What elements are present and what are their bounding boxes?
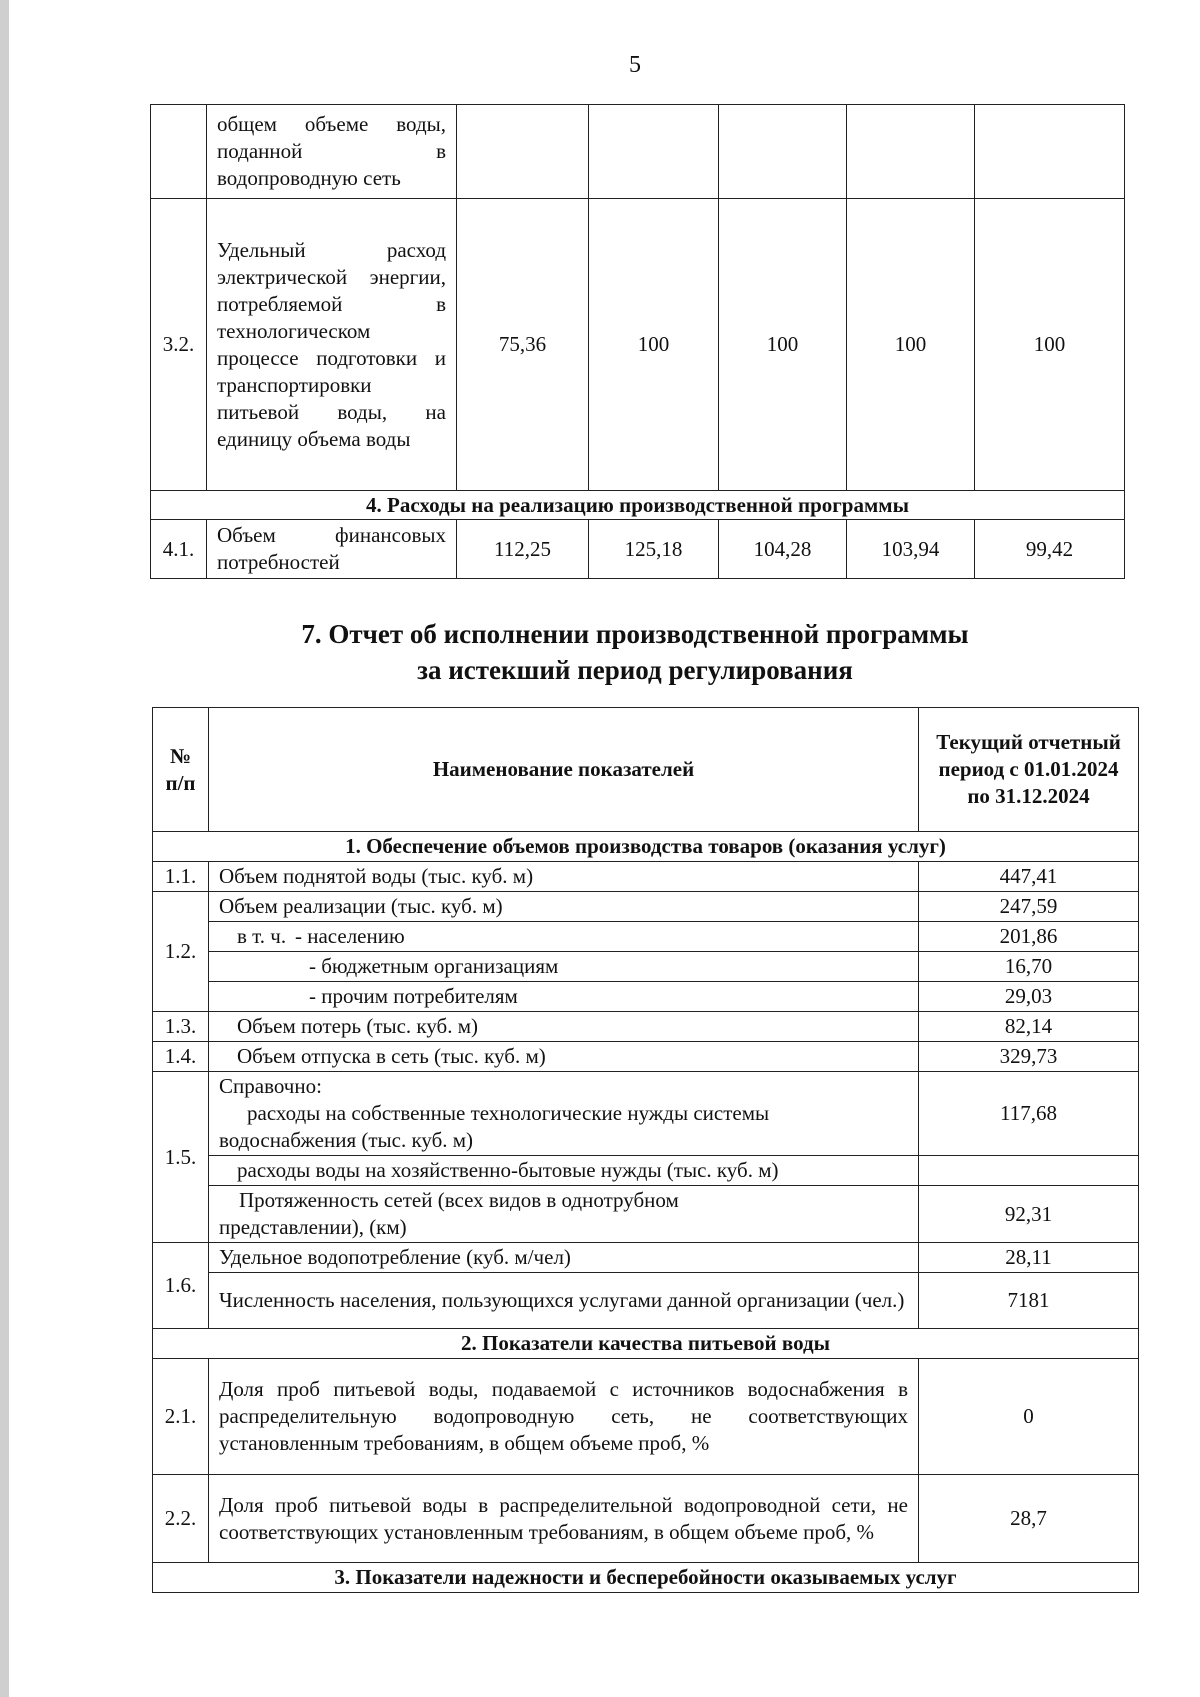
section-row: [153, 1329, 1139, 1359]
value-cell: [919, 1156, 1139, 1186]
value-cell: 100: [975, 199, 1125, 491]
program-report-table: [152, 707, 1139, 1593]
scan-left-edge: [0, 0, 9, 1697]
row-number: 1.2.: [153, 892, 209, 1012]
indicator-subitem: - бюджетным организациям: [209, 952, 919, 982]
value-cell: 125,18: [589, 520, 719, 579]
row-number: 2.2.: [153, 1475, 209, 1563]
value-cell: 247,59: [919, 892, 1139, 922]
table-row: [153, 1156, 1139, 1186]
table-row: [153, 982, 1139, 1012]
table-row: [153, 952, 1139, 982]
table-row: [153, 1042, 1139, 1072]
value-cell: 117,68: [919, 1072, 1139, 1156]
header-name: Наименование показателей: [209, 708, 919, 832]
indicator-text: Протяженность сетей (всех видов в однотрубном: [239, 1188, 679, 1212]
table-row: [153, 1012, 1139, 1042]
value-cell: 16,70: [919, 952, 1139, 982]
row-number: 1.5.: [153, 1072, 209, 1243]
indicator-name: Удельный расход электрической энергии, потребляемой в технологическом процессе подготовки и транспортировки питьевой воды, на единицу объема воды: [207, 199, 457, 491]
indicator-subitem: [209, 922, 919, 952]
indicator-name: Объем поднятой воды (тыс. куб. м): [209, 862, 919, 892]
indicator-text-cont: представлении), (км): [219, 1215, 407, 1239]
indicator-text: расходы на собственные технологические нужды системы: [247, 1101, 770, 1125]
value-cell: 92,31: [919, 1186, 1139, 1243]
section-row: [153, 1563, 1139, 1593]
row-number: 2.1.: [153, 1359, 209, 1475]
row-number: 3.2.: [151, 199, 207, 491]
indicator-name: [209, 1072, 919, 1156]
indicator-name: Доля проб питьевой воды в распределительной водопроводной сети, не соответствующих установленным требованиям, в общем объеме проб, %: [209, 1475, 919, 1563]
value-cell: 99,42: [975, 520, 1125, 579]
header-row: [153, 708, 1139, 832]
table-row: [151, 520, 1125, 579]
section-title-line2: за истекший период регулирования: [417, 655, 853, 685]
value-cell: 29,03: [919, 982, 1139, 1012]
value-cell: [719, 105, 847, 199]
including-label: в т. ч.: [237, 924, 287, 948]
section-heading: 1. Обеспечение объемов производства товаров (оказания услуг): [153, 832, 1139, 862]
indicator-name: Объем реализации (тыс. куб. м): [209, 892, 919, 922]
table-row: [153, 1475, 1139, 1563]
value-cell: [975, 105, 1125, 199]
table-row: [153, 892, 1139, 922]
value-cell: 100: [847, 199, 975, 491]
indicator-name: Объем финансовых потребностей: [207, 520, 457, 579]
value-cell: 447,41: [919, 862, 1139, 892]
value-cell: 329,73: [919, 1042, 1139, 1072]
section-heading: 4. Расходы на реализацию производственной программы: [151, 491, 1125, 520]
row-number: 4.1.: [151, 520, 207, 579]
table-row: [153, 862, 1139, 892]
indicator-name: Объем отпуска в сеть (тыс. куб. м): [209, 1042, 919, 1072]
section-heading: 2. Показатели качества питьевой воды: [153, 1329, 1139, 1359]
indicator-name: расходы воды на хозяйственно-бытовые нужды (тыс. куб. м): [209, 1156, 919, 1186]
row-number: 1.3.: [153, 1012, 209, 1042]
header-period: Текущий отчетный период с 01.01.2024 по 31.12.2024: [919, 708, 1139, 832]
value-cell: 0: [919, 1359, 1139, 1475]
table-row: [153, 1186, 1139, 1243]
indicator-name: Удельное водопотребление (куб. м/чел): [209, 1243, 919, 1273]
value-cell: 103,94: [847, 520, 975, 579]
value-cell: 28,11: [919, 1243, 1139, 1273]
row-number: 1.1.: [153, 862, 209, 892]
table-row: [151, 199, 1125, 491]
section-title-line1: 7. Отчет об исполнении производственной программы: [301, 619, 969, 649]
table-row: [153, 1072, 1139, 1156]
indicator-name: Объем потерь (тыс. куб. м): [209, 1012, 919, 1042]
table-row: [153, 1359, 1139, 1475]
reference-label: Справочно:: [219, 1074, 322, 1098]
value-cell: 112,25: [457, 520, 589, 579]
indicator-name: Доля проб питьевой воды, подаваемой с источников водоснабжения в распределительную водопроводную сеть, не соответствующих установленным требованиям, в общем объеме проб, %: [209, 1359, 919, 1475]
value-cell: [589, 105, 719, 199]
row-number: [151, 105, 207, 199]
production-indicators-table: [150, 104, 1125, 579]
row-number: 1.4.: [153, 1042, 209, 1072]
table-row: [153, 922, 1139, 952]
value-cell: 104,28: [719, 520, 847, 579]
indicator-name: Численность населения, пользующихся услугами данной организации (чел.): [209, 1273, 919, 1329]
value-cell: 100: [719, 199, 847, 491]
value-cell: [457, 105, 589, 199]
value-cell: 82,14: [919, 1012, 1139, 1042]
value-cell: 28,7: [919, 1475, 1139, 1563]
section-heading: 3. Показатели надежности и бесперебойности оказываемых услуг: [153, 1563, 1139, 1593]
value-cell: 100: [589, 199, 719, 491]
table-row: [153, 1273, 1139, 1329]
value-cell: 201,86: [919, 922, 1139, 952]
value-cell: [847, 105, 975, 199]
indicator-text-cont: водоснабжения (тыс. куб. м): [219, 1128, 474, 1152]
indicator-name: [209, 1186, 919, 1243]
section-row: [153, 832, 1139, 862]
page-number: 5: [629, 52, 641, 78]
indicator-subitem: - прочим потребителям: [209, 982, 919, 1012]
table-row: [151, 105, 1125, 199]
row-number: 1.6.: [153, 1243, 209, 1329]
section-row: [151, 491, 1125, 520]
value-cell: 7181: [919, 1273, 1139, 1329]
header-num: № п/п: [153, 708, 209, 832]
subitem-label: - населению: [295, 924, 405, 948]
indicator-name: общем объеме воды, поданной в водопроводную сеть: [207, 105, 457, 199]
value-cell: 75,36: [457, 199, 589, 491]
table-row: [153, 1243, 1139, 1273]
